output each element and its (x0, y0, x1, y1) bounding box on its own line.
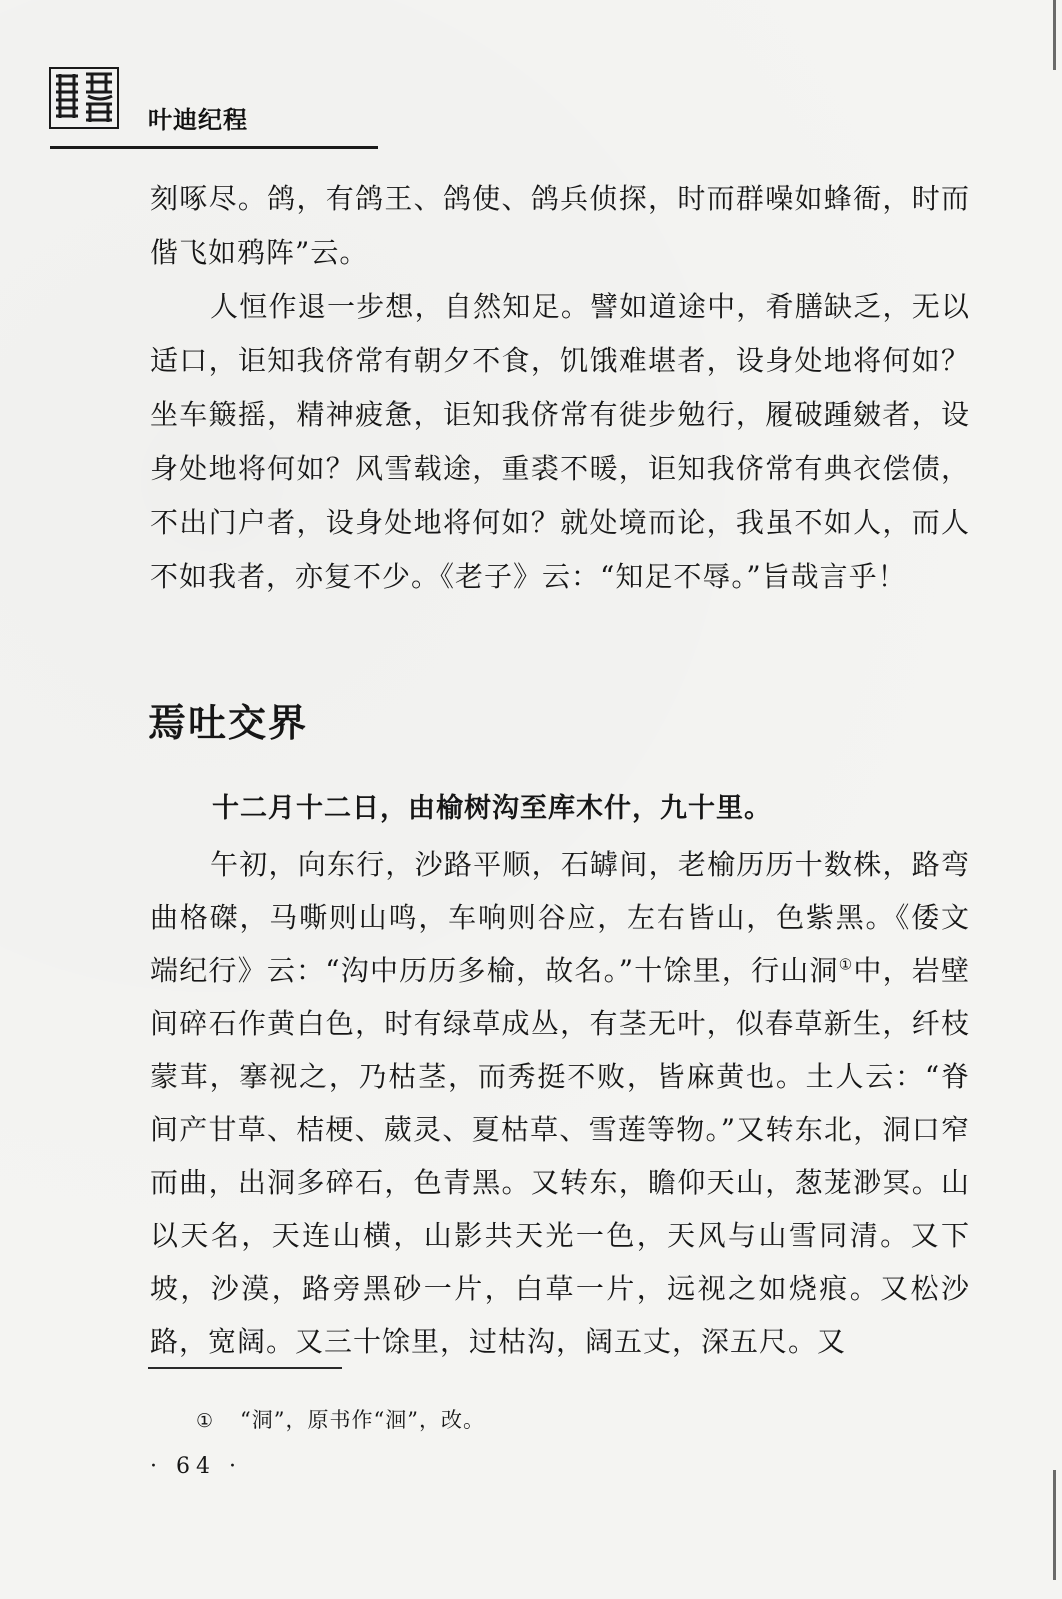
footnote-text: “洞”，原书作“洄”，改。 (240, 1408, 485, 1432)
page-number: · 64 · (150, 1454, 242, 1479)
header-divider (50, 146, 378, 149)
journey-text-part1: 午初，向东行，沙路平顺，石罅间，老榆历历十数株，路弯曲格磔，马嘶则山鸣，车响则谷应，左右皆山，色紫黑。《倭文端纪行》云：“沟中历历多榆，故名。”十馀里，行山洞 (150, 848, 970, 987)
footnote (196, 1404, 485, 1434)
page-edge-shadow (1053, 1470, 1056, 1580)
footnote-divider (148, 1367, 342, 1369)
page-header (48, 64, 378, 154)
page-edge-shadow (1053, 0, 1056, 70)
paragraph-journey (150, 838, 970, 1368)
paragraph-continued: 刻啄尽。鸽，有鸽王、鸽使、鸽兵侦探，时而群噪如蜂衙，时而偕飞如鸦阵”云。 (150, 182, 970, 269)
journey-text-part2: 中，岩壁间碎石作黄白色，时有绿草成丛，有茎无叶，似春草新生，纤枝蒙茸，搴视之，乃枯茎，而秀挺不败，皆麻黄也。土人云：“脊间产甘草、桔梗、葳灵、夏枯草、雪莲等物。”又转东北，洞口窄而曲，出洞多碎石，色青黑。又转东，瞻仰天山，葱茏渺冥。山以天名，天连山横，山影共天光一色，天风与山雪同清。又下坡，沙漠，路旁黑砂一片，白草一片，远视之如烧痕。又松沙路，宽阔。又三十馀里，过枯沟，阔五丈，深五尺。又 (150, 954, 970, 1358)
date-entry-heading: 十二月十二日，由榆树沟至库木什，九十里。 (212, 793, 772, 824)
seal-logo-icon (48, 64, 120, 132)
section-heading: 焉吐交界 (148, 700, 309, 745)
running-title: 叶迪纪程 (148, 106, 248, 134)
footnote-mark: ① (196, 1410, 215, 1432)
footnote-reference[interactable]: ① (838, 955, 854, 974)
paragraph-contentment: 人恒作退一步想，自然知足。譬如道途中，肴膳缺乏，无以适口，讵知我侪常有朝夕不食，饥饿难堪者，设身处地将何如？坐车簸摇，精神疲惫，讵知我侪常有徙步勉行，履破踵皴者，设身处地将何如？风雪载途，重裘不暖，讵知我侪常有典衣偿债，不出门户者，设身处地将何如？就处境而论，我虽不如人，而人不如我者，亦复不少。《老子》云：“知足不辱。”旨哉言乎！ (150, 290, 970, 593)
